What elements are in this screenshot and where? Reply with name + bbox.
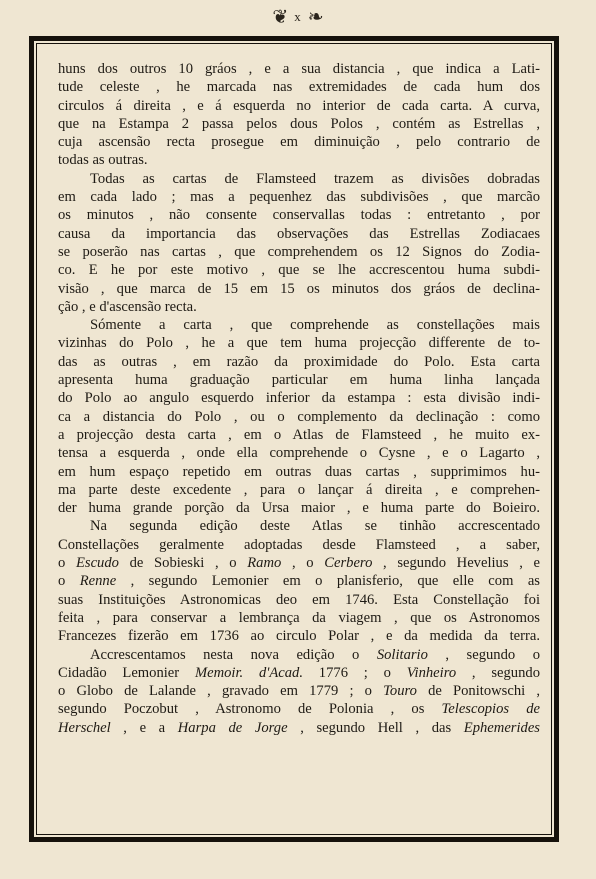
italic-term: Cerbero — [324, 555, 373, 572]
text-line: der huma grande porção da Ursa maior , e huma parte do Boieiro. — [58, 500, 540, 517]
right-fleuron-icon: ❧ — [307, 6, 324, 28]
text-line: circulos á direita , e á esquerda no interior de cada carta. A curva, — [58, 97, 540, 114]
text-line — [58, 554, 540, 572]
text-line — [58, 700, 540, 718]
text-line: tude celeste , he marcada nas extremidades de cada hum dos — [58, 79, 540, 96]
text-line: suas Instituições Astronomicas deo em 1746. Esta Constellação foi — [58, 591, 540, 608]
italic-term: Ephemerides — [463, 719, 540, 736]
text-line: das as outras , em razão da proximidade do Polo. Esta carta — [58, 353, 540, 370]
text-run: , o — [281, 555, 325, 572]
italic-term: Renne — [79, 573, 117, 590]
text-run: , segundo Lemonier em o planisferio, que elle com as — [116, 573, 540, 590]
text-line — [58, 719, 540, 737]
text-line: do Polo ao angulo esquerdo inferior da estampa : esta divisão indi- — [58, 390, 540, 407]
body-text — [58, 60, 540, 737]
text-run: Cidadão Lemonier — [58, 664, 195, 681]
text-run: , e a — [110, 719, 178, 736]
text-line: Na segunda edição deste Atlas se tinhão accrescentado — [90, 518, 540, 535]
italic-term: Escudo — [75, 555, 119, 572]
text-line: Todas as cartas de Flamsteed trazem as divisões dobradas — [90, 170, 540, 187]
text-line: em cada lado ; mas a pequenhez das subdivisões , que marcão — [58, 189, 540, 206]
text-run: de Ponitowschi , — [416, 683, 540, 700]
page-number: x — [294, 9, 302, 24]
text-line — [58, 682, 540, 700]
italic-term: Solitario — [376, 646, 428, 663]
italic-term: Vinheiro — [406, 664, 457, 681]
italic-term: Memoir. d'Acad. — [194, 664, 304, 681]
text-line — [58, 572, 540, 590]
text-line: Sómente a carta , que comprehende as constellações mais — [90, 317, 540, 334]
italic-term: Telescopios de — [441, 701, 540, 718]
text-run: , segundo — [456, 664, 540, 681]
text-run: 1776 ; o — [303, 664, 407, 681]
text-line: co. E he por este motivo , que se lhe accrescentou huma subdi- — [58, 262, 540, 279]
text-line: causa da importancia das observações das Estrellas Zodiacaes — [58, 225, 540, 242]
text-run: o Globo de Lalande , gravado em 1779 ; o — [58, 683, 384, 700]
text-line: tensa a esquerda , onde ella comprehende o Cysne , e o Lagarto , — [58, 445, 540, 462]
page-header — [0, 4, 596, 30]
text-line: ção , e d'ascensão recta. — [58, 298, 197, 315]
text-run: , segundo Hevelius , e — [372, 555, 540, 572]
text-run: segundo Poczobut , Astronomo de Polonia , os — [58, 701, 442, 718]
italic-term: Herschel — [58, 719, 111, 736]
text-line: se poserão nas cartas , que comprehendem os 12 Signos do Zodia- — [58, 243, 540, 260]
text-line: feita , para conservar a lembrança da viagem , que os Astronomos — [58, 609, 540, 626]
text-run: Accrescentamos nesta nova edição o — [90, 646, 377, 663]
italic-term: Harpa de Jorge — [177, 719, 288, 736]
text-line: os minutos , não consente conservallas todas : entretanto , por — [58, 207, 540, 224]
text-line: todas as outras. — [58, 152, 148, 169]
italic-term: Ramo — [247, 555, 282, 572]
text-line: a projecção desta carta , em o Atlas de Flamsteed , he muito ex- — [58, 426, 540, 443]
left-fleuron-icon: ❦ — [272, 6, 289, 28]
text-run: de Sobieski , o — [118, 555, 248, 572]
italic-term: Touro — [383, 683, 417, 700]
text-run: , segundo o — [427, 646, 540, 663]
text-run: o — [58, 573, 80, 590]
text-line — [58, 664, 540, 682]
text-run: , segundo Hell , das — [287, 719, 464, 736]
text-line: Francezes fizerão em 1736 ao circulo Polar , e da medida da terra. — [58, 628, 540, 645]
text-line: em hum espaço repetido em outras duas cartas , supprimimos hu- — [58, 463, 540, 480]
text-line — [58, 646, 540, 664]
text-line: cuja ascensão recta prosegue em diminuição , pelo contrario de — [58, 134, 540, 151]
text-line: vizinhas do Polo , he a que tem huma projecção differente de to- — [58, 335, 540, 352]
text-line: huns dos outros 10 gráos , e a sua distancia , que indica a Lati- — [58, 61, 540, 77]
text-line: Constellações geralmente adoptadas desde Flamsteed , a saber, — [58, 536, 540, 553]
text-line: visão , que marca de 15 em 15 os minutos dos gráos de declina- — [58, 280, 540, 297]
text-line: ma parte deste excedente , para o lançar á direita , e comprehen- — [58, 481, 540, 498]
text-line: ca a distancia do Polo , ou o complemento da declinação : como — [58, 408, 540, 425]
text-run: o — [58, 555, 76, 572]
text-line: apresenta huma graduação particular em huma linha lançada — [58, 372, 540, 389]
text-line: que na Estampa 2 passa pelos dous Polos , contém as Estrellas , — [58, 115, 540, 132]
